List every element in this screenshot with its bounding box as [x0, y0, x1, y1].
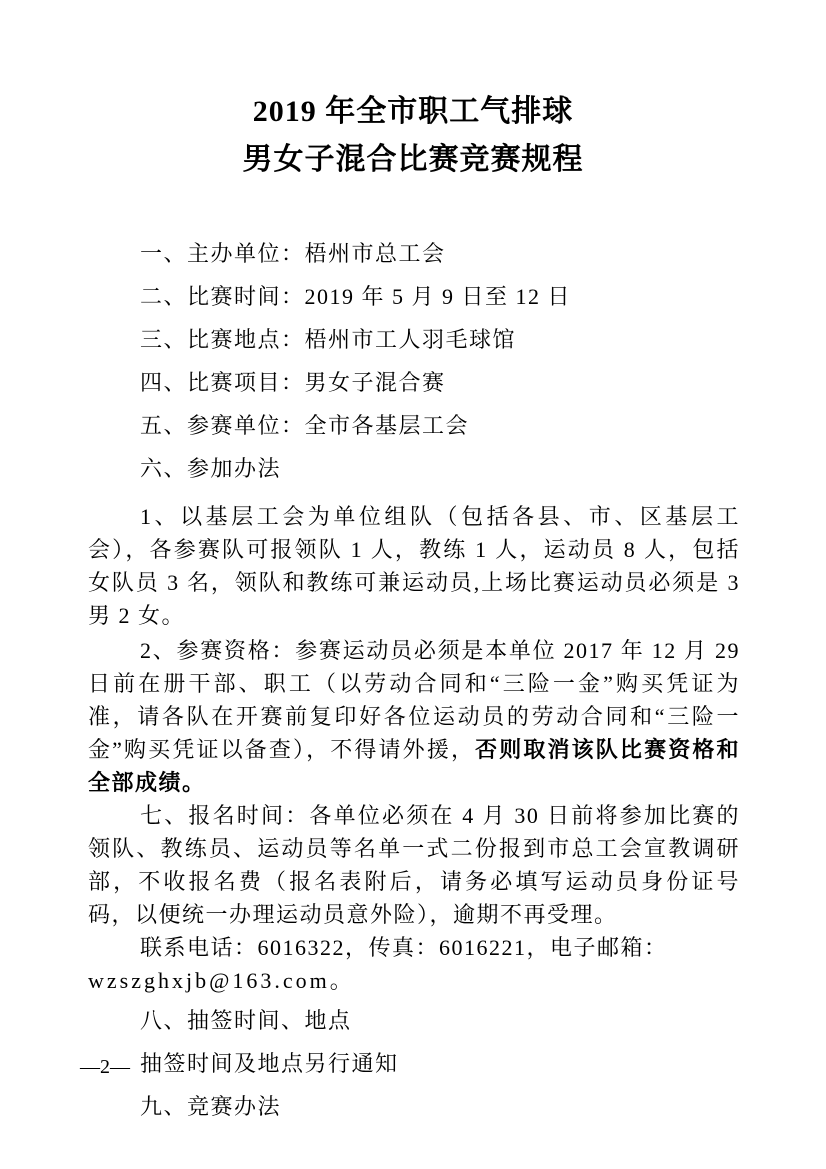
item-organizer: 一、主办单位：梧州市总工会 [140, 241, 446, 266]
contact-phone-fax-email-label: 联系电话：6016322，传真：6016221，电子邮箱： [140, 935, 668, 960]
item-competition-time: 二、比赛时间：2019 年 5 月 9 日至 12 日 [140, 284, 572, 309]
paragraph-registration: 七、报名时间：各单位必须在 4 月 30 日前将参加比赛的领队、教练员、运动员等名单一式二份报到市总工会宣教调研部，不收报名费（报名表附后，请务必填写运动员身份证号码，以便统一办理运动员意外险），逾期不再受理。 [88, 803, 740, 927]
title-line-2: 男女子混合比赛竞赛规程 [242, 143, 584, 176]
paragraph-team-composition: 1、以基层工会为单位组队（包括各县、市、区基层工会），各参赛队可报领队 1 人，教练 1 人，运动员 8 人，包括女队员 3 名，领队和教练可兼运动员,上场比赛运动员必须是 3 男 2 女。 [88, 504, 740, 628]
paragraph-eligibility [88, 634, 740, 799]
item-competition-event: 四、比赛项目：男女子混合赛 [140, 370, 446, 395]
item-draw-notice: 抽签时间及地点另行通知 [140, 1051, 399, 1076]
paragraph-contact-info [88, 931, 740, 997]
title-line-1: 2019 年全市职工气排球 [252, 95, 574, 128]
item-draw-time-location: 八、抽签时间、地点 [140, 1008, 352, 1033]
document-title [0, 0, 826, 184]
contact-email-address: wzszghxjb@163.com。 [88, 968, 355, 993]
document-body [88, 232, 740, 1128]
bottom-sections [88, 999, 740, 1128]
eligibility-bold-text: 否则取消该队比赛资格和全部成绩。 [88, 737, 740, 795]
eligibility-regular-text: 2、参赛资格：参赛运动员必须是本单位 2017 年 12 月 29 日前在册干部、职工（以劳动合同和“三险一金”购买凭证为准，请各队在开赛前复印好各位运动员的劳动合同和“三险一金”购买凭证以备查），不得请外援， [88, 638, 740, 762]
item-competition-rules: 九、竞赛办法 [140, 1094, 282, 1119]
item-competition-venue: 三、比赛地点：梧州市工人羽毛球馆 [140, 327, 517, 352]
item-participating-units: 五、参赛单位：全市各基层工会 [140, 413, 470, 438]
page-number: —2— [80, 1056, 130, 1078]
item-participation-method: 六、参加办法 [140, 456, 282, 481]
